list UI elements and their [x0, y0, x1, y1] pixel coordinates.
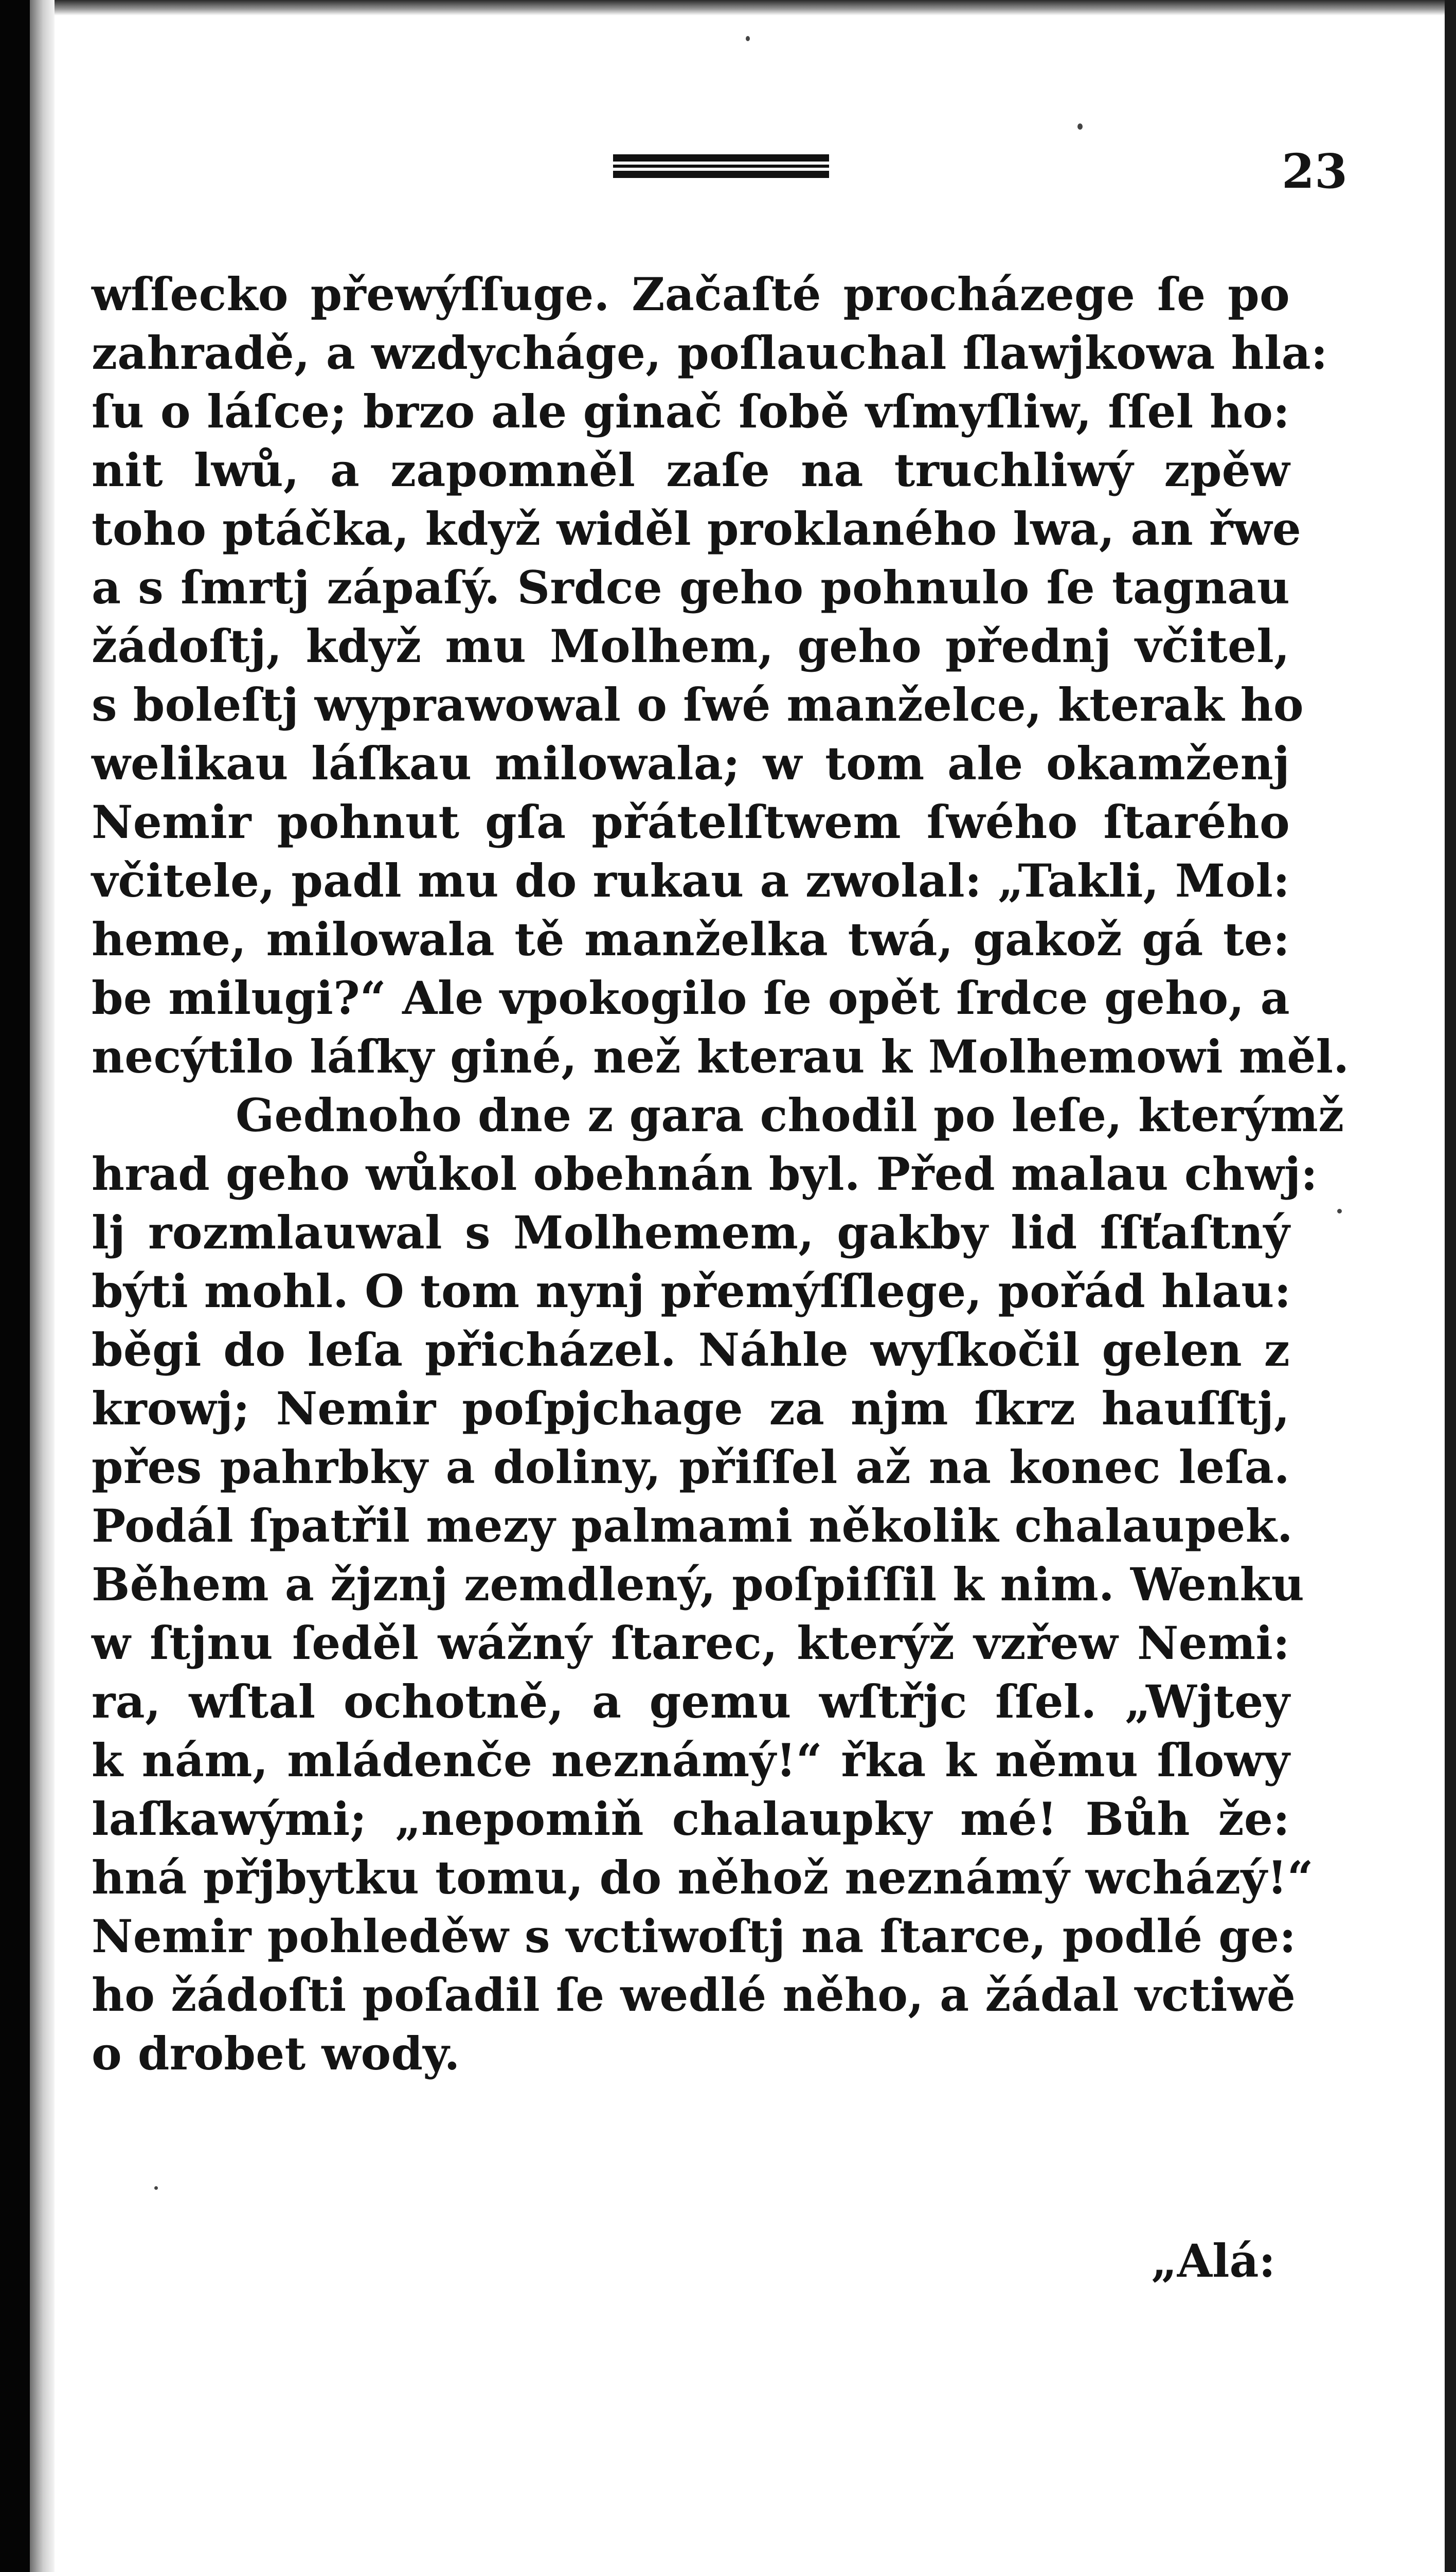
catchword: „Alá:: [1151, 2234, 1275, 2288]
scan-top-edge: [55, 0, 1445, 15]
text-line: toho ptáčka, když widěl proklaného lwa, an řwe: [92, 502, 1302, 556]
scan-right-edge: [1445, 0, 1456, 2572]
scan-left-margin: [0, 0, 30, 2572]
text-line: w ſtjnu ſeděl wážný ſtarec, kterýž vzřew Nemi:: [92, 1616, 1290, 1670]
text-line: k nám, mládenče neznámý!“ řka k němu ſlowy: [92, 1734, 1290, 1787]
paper-speck: [154, 2186, 158, 2190]
text-line: welikau láſkau milowala; w tom ale okamženj: [92, 737, 1290, 790]
page-number: 23: [1281, 144, 1347, 199]
text-line: laſkawými; „nepomiň chalaupky mé! Bůh že:: [92, 1792, 1290, 1846]
paragraph-first-line: Gednoho dne z gara chodil po leſe, kterýmž: [236, 1088, 1344, 1142]
paper-speck: [746, 36, 750, 41]
text-line: hrad geho wůkol obehnán byl. Před malau chwj:: [92, 1147, 1318, 1201]
text-line: lj rozmlauwal s Molhemem, gakby lid ſſťaſtný: [92, 1206, 1290, 1259]
text-line: Podál ſpatřil mezy palmami několik chalaupek.: [92, 1499, 1293, 1552]
text-line: Nemir pohnut gſa přátelſtwem ſwého ſtarého: [92, 795, 1290, 849]
text-line: nit lwů, a zapomněl zaſe na truchliwý zpěw: [92, 443, 1290, 497]
text-line: ra, wſtal ochotně, a gemu wſtřjc ſſel. „Wjtey: [92, 1675, 1290, 1728]
text-line: s boleſtj wyprawowal o ſwé manželce, kterak ho: [92, 678, 1304, 731]
text-line: zahradě, a wzdycháge, poſlauchal ſlawjkowa hla:: [92, 326, 1328, 380]
text-line: heme, milowala tě manželka twá, gakož gá te:: [92, 913, 1290, 966]
text-line: žádoſtj, když mu Molhem, geho přednj včitel,: [92, 619, 1290, 673]
ornament-thin-rule: [613, 165, 829, 168]
text-line: Během a žjznj zemdlený, poſpiſſil k nim. Wenku: [92, 1558, 1305, 1611]
body-text: [92, 265, 1350, 2083]
text-line: včitele, padl mu do rukau a zwolal: „Takli, Mol:: [92, 854, 1290, 907]
ornament-thick-rule-bottom: [613, 171, 829, 178]
text-line: ſu o láſce; brzo ale ginač ſobě vſmyſliw, ſſel ho:: [92, 385, 1290, 438]
text-line: necýtilo láſky giné, než kterau k Molhemowi měl.: [92, 1030, 1350, 1083]
paper-speck: [1337, 1209, 1342, 1213]
text-line: přes pahrbky a doliny, přiſſel až na konec leſa.: [92, 1440, 1290, 1494]
header-ornament-rule: [613, 154, 829, 178]
text-line: býti mohl. O tom nynj přemýſſlege, pořád hlau:: [92, 1264, 1291, 1318]
text-line: ho žádoſti poſadil ſe wedlé něho, a žádal vctiwě: [92, 1968, 1296, 2022]
book-gutter-shadow: [30, 0, 55, 2572]
text-line: a s ſmrtj zápaſý. Srdce geho pohnulo ſe tagnau: [92, 561, 1290, 614]
text-line: be milugi?“ Ale vpokogilo ſe opět ſrdce geho, a: [92, 971, 1290, 1025]
paragraph-last-line: o drobet wody.: [92, 2027, 460, 2080]
ornament-thick-rule-top: [613, 154, 829, 162]
text-line: Nemir pohleděw s vctiwoſtj na ſtarce, podlé ge:: [92, 1909, 1297, 1963]
text-line: hná přjbytku tomu, do něhož neznámý wcházý!“: [92, 1851, 1314, 1904]
text-line: wſſecko přewýſſuge. Začaſté procházege ſe po: [92, 267, 1290, 321]
paper-speck: [1077, 123, 1083, 130]
text-line: krowj; Nemir poſpjchage za njm ſkrz hauſſtj,: [92, 1382, 1290, 1435]
text-line: běgi do leſa přicházel. Náhle wyſkočil gelen z: [92, 1323, 1290, 1377]
